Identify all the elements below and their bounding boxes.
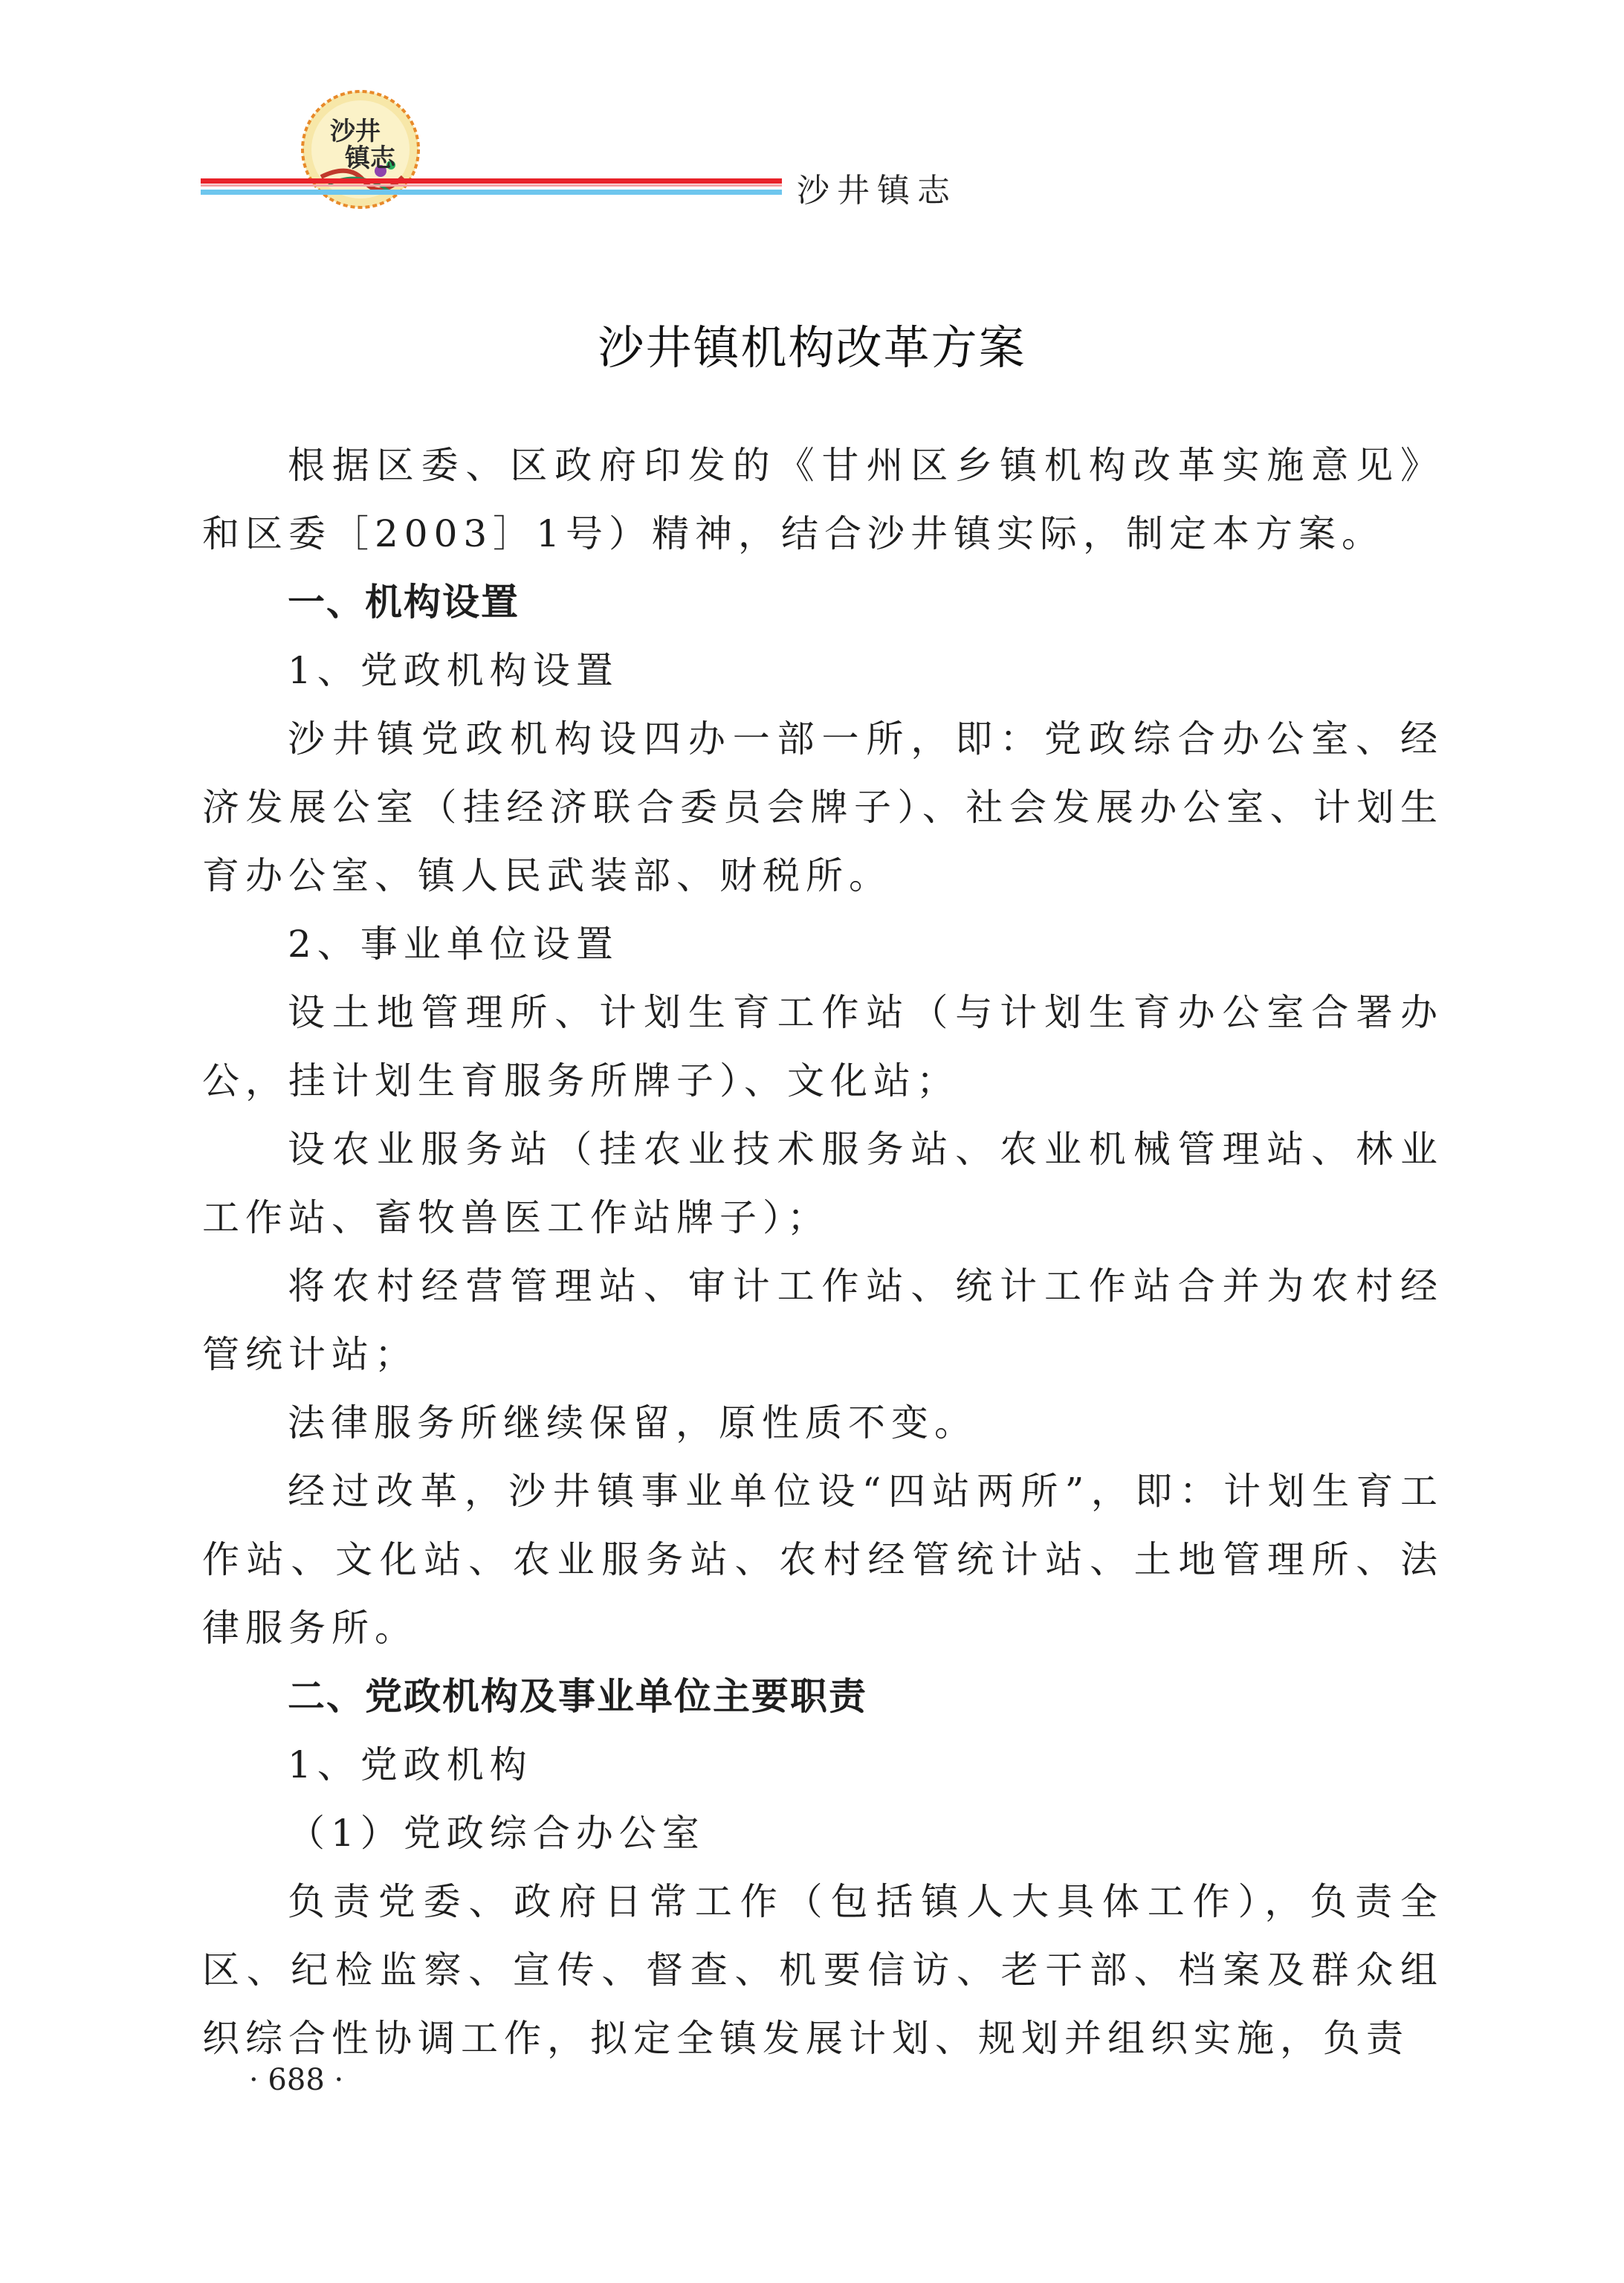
- body-paragraph: 1、党政机构: [288, 1743, 533, 1786]
- document-body: [202, 431, 1443, 2073]
- header-rule-pink: [201, 184, 782, 187]
- body-paragraph: 负责党委、政府日常工作（包括镇人大具体工作），负责全区、纪检监察、宣传、督查、机要信访、老干部、档案及群众组织综合性协调工作，拟定全镇发展计划、规划并组织实施，负责: [202, 1880, 1443, 2060]
- body-paragraph: （1）党政综合办公室: [288, 1812, 705, 1855]
- section-heading: 一、机构设置: [288, 581, 520, 624]
- svg-text:镇志: 镇志: [345, 143, 395, 173]
- body-paragraph: 将农村经营管理站、审计工作站、统计工作站合并为农村经管统计站；: [202, 1265, 1443, 1376]
- body-paragraph: 1、党政机构设置: [288, 649, 619, 692]
- svg-text:沙井: 沙井: [330, 117, 381, 146]
- body-paragraph: 法律服务所继续保留，原性质不变。: [288, 1401, 977, 1444]
- body-paragraph: 2、事业单位设置: [288, 923, 619, 966]
- page-number: · 688 ·: [249, 2063, 344, 2097]
- body-paragraph: 沙井镇党政机构设四办一部一所，即：党政综合办公室、经济发展公室（挂经济联合委员会牌子）、社会发展办公室、计划生育办公室、镇人民武装部、财税所。: [202, 717, 1443, 897]
- header-rule-blue: [201, 190, 782, 195]
- running-title: 沙井镇志: [797, 172, 957, 210]
- page-header: [0, 0, 1624, 238]
- header-rule-red: [201, 178, 782, 184]
- body-paragraph: 经过改革，沙井镇事业单位设“四站两所”，即：计划生育工作站、文化站、农业服务站、农村经管统计站、土地管理所、法律服务所。: [202, 1470, 1443, 1650]
- section-heading: 二、党政机构及事业单位主要职责: [288, 1675, 867, 1718]
- body-paragraph: 根据区委、区政府印发的《甘州区乡镇机构改革实施意见》和区委［2003］1号）精神，结合沙井镇实际，制定本方案。: [202, 444, 1443, 555]
- document-title: 沙井镇机构改革方案: [598, 320, 1026, 375]
- body-paragraph: 设农业服务站（挂农业技术服务站、农业机械管理站、林业工作站、畜牧兽医工作站牌子）；: [202, 1128, 1443, 1239]
- body-paragraph: 设土地管理所、计划生育工作站（与计划生育办公室合署办公，挂计划生育服务所牌子）、文化站；: [202, 991, 1443, 1102]
